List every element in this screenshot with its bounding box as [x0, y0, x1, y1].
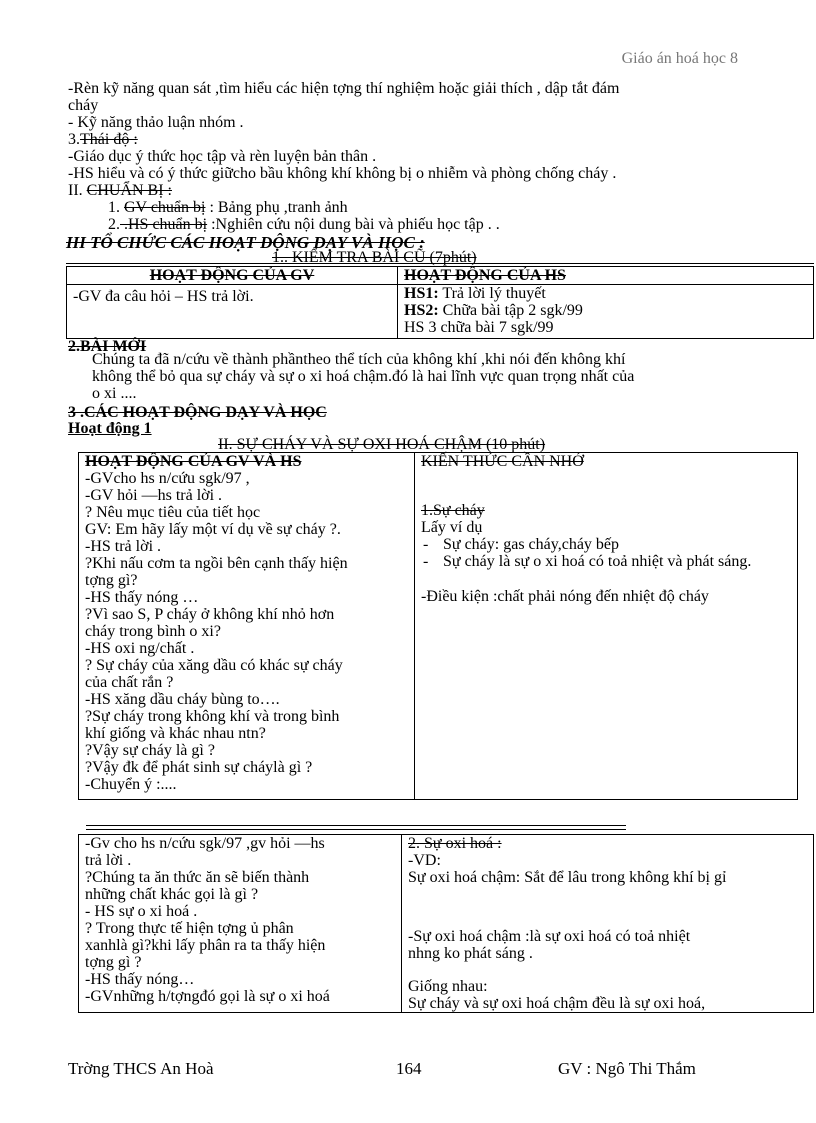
- t1-line: -Chuyển ý :....: [85, 776, 177, 793]
- hs1-label: HS1:: [404, 285, 439, 302]
- t1-line: GV: Em hãy lấy một ví dụ về sự cháy ?.: [85, 521, 341, 538]
- footer-school: Trờng THCS An Hoà: [68, 1059, 214, 1078]
- t2-line: -HS thấy nóng…: [85, 971, 195, 988]
- t2-line: -Gv cho hs n/cứu sgk/97 ,gv hỏi —hs: [85, 835, 325, 852]
- t2-line: tợng gì ?: [85, 954, 142, 971]
- t1-line: ?Sự cháy trong không khí và trong bình: [85, 708, 340, 725]
- attitude-line2: -HS hiểu và có ý thức giữcho bầu không khí không bị o nhiễm và phòng chống cháy .: [68, 165, 617, 182]
- t2-line: -GVnhững h/tợngđó gọi là sự o xi hoá: [85, 988, 330, 1005]
- t1-line: ?Khi nấu cơm ta ngồi bên cạnh thấy hiện: [85, 555, 348, 572]
- t1-line: -HS trả lời .: [85, 538, 162, 555]
- prep-title: CHUẨN BỊ :: [86, 182, 172, 199]
- t1-line: ? Nêu mục tiêu của tiết học: [85, 504, 261, 521]
- new-lesson-l2: không thể bỏ qua sự cháy và sự o xi hoá chậm.đó là hai lĩnh vực quan trọng nhất của: [92, 368, 635, 385]
- t1-right-heading: KIẾN THỨC CẦN NHỚ: [421, 453, 584, 470]
- prep-hs: [108, 216, 500, 233]
- activity-1-title-text: II. SỰ CHÁY VÀ SỰ OXI HOÁ CHẬM (10 phút): [218, 436, 546, 453]
- lesson-table-2: [78, 834, 814, 1013]
- hs2-text: Chữa bài tập 2 sgk/99: [438, 302, 583, 319]
- new-lesson-l1: Chúng ta đã n/cứu về thành phầntheo thể tích của không khí ,khi nói đến không khí: [92, 351, 626, 368]
- check-h1-text: HOẠT ĐỘNG CỦA GV: [149, 267, 315, 284]
- lesson-table-1: [78, 452, 798, 800]
- prep-gv-label: GV chuẩn bị: [124, 199, 206, 216]
- t1-line: ?Vậy đk để phát sinh sự cháylà gì ?: [85, 759, 313, 776]
- t2-vd: -VD:: [408, 852, 441, 869]
- footer-page-number: 164: [396, 1059, 422, 1078]
- t2-left: [79, 835, 402, 1013]
- t1-line: ?Vậy sự cháy là gì ?: [85, 742, 215, 759]
- hs1-row: [404, 285, 807, 302]
- t1-line: -GV hỏi —hs trả lời .: [85, 487, 223, 504]
- t1-line: -GVcho hs n/cứu sgk/97 ,: [85, 470, 250, 487]
- t1-line: cháy trong bình o xi?: [85, 623, 221, 640]
- new-lesson-l3: o xi ....: [92, 385, 137, 402]
- check-table-h2: [398, 267, 814, 285]
- t1-line: khí giống và khác nhau ntn?: [85, 725, 266, 742]
- activity-1-title: [218, 436, 545, 453]
- prep-heading: [68, 182, 172, 199]
- t1-line: ?Vì sao S, P cháy ở không khí nhỏ hơn: [85, 606, 335, 623]
- prep-hs-label: .HS chuẩn bị: [120, 216, 208, 233]
- divider: [66, 263, 814, 264]
- t2-oxi-section: 2. Sự oxi hoá :: [408, 835, 502, 852]
- t1-line: của chất rắn ?: [85, 674, 174, 691]
- t2-def: -Sự oxi hoá chậm :là sự oxi hoá có toả nhiệt: [408, 928, 691, 945]
- t1-fire-item: - Sự cháy: gas cháy,cháy bếp: [443, 536, 791, 553]
- divider: [86, 825, 626, 826]
- t2-right: [402, 835, 814, 1013]
- skill-discussion: - Kỹ năng thảo luận nhóm .: [68, 114, 244, 131]
- new-lesson-title: 2.BÀI MỚI: [68, 338, 147, 355]
- t2-same-text: Sự cháy và sự oxi hoá chậm đều là sự oxi hoá,: [408, 995, 706, 1012]
- page-header: Giáo án hoá học 8: [621, 50, 738, 67]
- prep-gv-num: 1.: [108, 199, 120, 216]
- t1-condition: -Điều kiện :chất phải nóng đến nhiệt độ cháy: [421, 588, 709, 605]
- activity-1: Hoạt động 1: [68, 420, 152, 437]
- t1-fire-section: 1.Sự cháy: [421, 502, 485, 519]
- t1-line: -HS oxi ng/chất .: [85, 640, 195, 657]
- check-old-label: 1.. KIỂM TRA BÀI CŨ (7phút): [272, 249, 477, 266]
- prep-hs-num: 2.: [108, 216, 120, 233]
- section-iii-title: III TỔ CHỨC CÁC HOẠT ĐỘNG DẠY VÀ HỌC :: [66, 233, 425, 252]
- footer-teacher: GV : Ngô Thi Thắm: [558, 1059, 696, 1078]
- t1-left-heading: HOẠT ĐỘNG CỦA GV VÀ HS: [85, 453, 302, 470]
- t1-example: Lấy ví dụ: [421, 519, 483, 536]
- prep-hs-text: :Nghiên cứu nội dung bài và phiếu học tập . .: [207, 216, 500, 233]
- prep-gv-text: : Bảng phụ ,tranh ảnh: [205, 199, 348, 216]
- t1-right: [415, 453, 798, 800]
- t1-line: ? Sự cháy của xăng dầu có khác sự cháy: [85, 657, 343, 674]
- t2-line: - HS sự o xi hoá .: [85, 903, 198, 920]
- skill-line: -Rèn kỹ năng quan sát ,tìm hiểu các hiện tợng thí nghiệm hoặc giải thích , dập tắt đám: [68, 80, 620, 97]
- skill-line-cont: cháy: [68, 97, 99, 114]
- t1-line: tợng gì?: [85, 572, 138, 589]
- section-3-title: 3 .CÁC HOẠT ĐỘNG DẠY VÀ HỌC: [68, 404, 327, 421]
- check-table-gv: -GV đa câu hỏi – HS trả lời.: [67, 285, 398, 339]
- t2-same-label: Giống nhau:: [408, 978, 488, 995]
- attitude-heading: [68, 131, 138, 148]
- prep-num: II.: [68, 182, 87, 199]
- divider: [86, 829, 626, 830]
- t1-line: -HS xăng dầu cháy bùng to….: [85, 691, 280, 708]
- prep-gv: [108, 199, 348, 216]
- check-h2-text: HOẠT ĐỘNG CỦA HS: [404, 267, 566, 284]
- attitude-line1: -Giáo dục ý thức học tập và rèn luyện bản thân .: [68, 148, 377, 165]
- t1-left: [79, 453, 415, 800]
- hs3-row: HS 3 chữa bài 7 sgk/99: [404, 319, 554, 336]
- t1-line: -HS thấy nóng …: [85, 589, 199, 606]
- t2-def-cont: nhng ko phát sáng .: [408, 945, 533, 962]
- check-table-h1: [67, 267, 398, 285]
- check-table: [66, 266, 814, 339]
- attitude-title: Thái độ :: [80, 131, 138, 148]
- t2-vd-text: Sự oxi hoá chậm: Sắt để lâu trong không khí bị gỉ: [408, 869, 727, 886]
- check-table-hs: [398, 285, 814, 339]
- t2-line: ?Chúng ta ăn thức ăn sẽ biến thành: [85, 869, 310, 886]
- t1-fire-list: [421, 536, 791, 570]
- t2-line: trả lời .: [85, 852, 132, 869]
- t2-line: ? Trong thực tế hiện tợng ủ phân: [85, 920, 294, 937]
- hs2-row: [404, 302, 807, 319]
- hs2-label: HS2:: [404, 302, 439, 319]
- t2-line: những chất khác gọi là gì ?: [85, 886, 259, 903]
- attitude-num: 3.: [68, 131, 80, 148]
- hs1-text: Trả lời lý thuyết: [438, 285, 546, 302]
- t2-line: xanhlà gì?khi lấy phân ra ta thấy hiện: [85, 937, 326, 954]
- t1-fire-item: - Sự cháy là sự o xi hoá có toả nhiệt và phát sáng.: [443, 553, 791, 570]
